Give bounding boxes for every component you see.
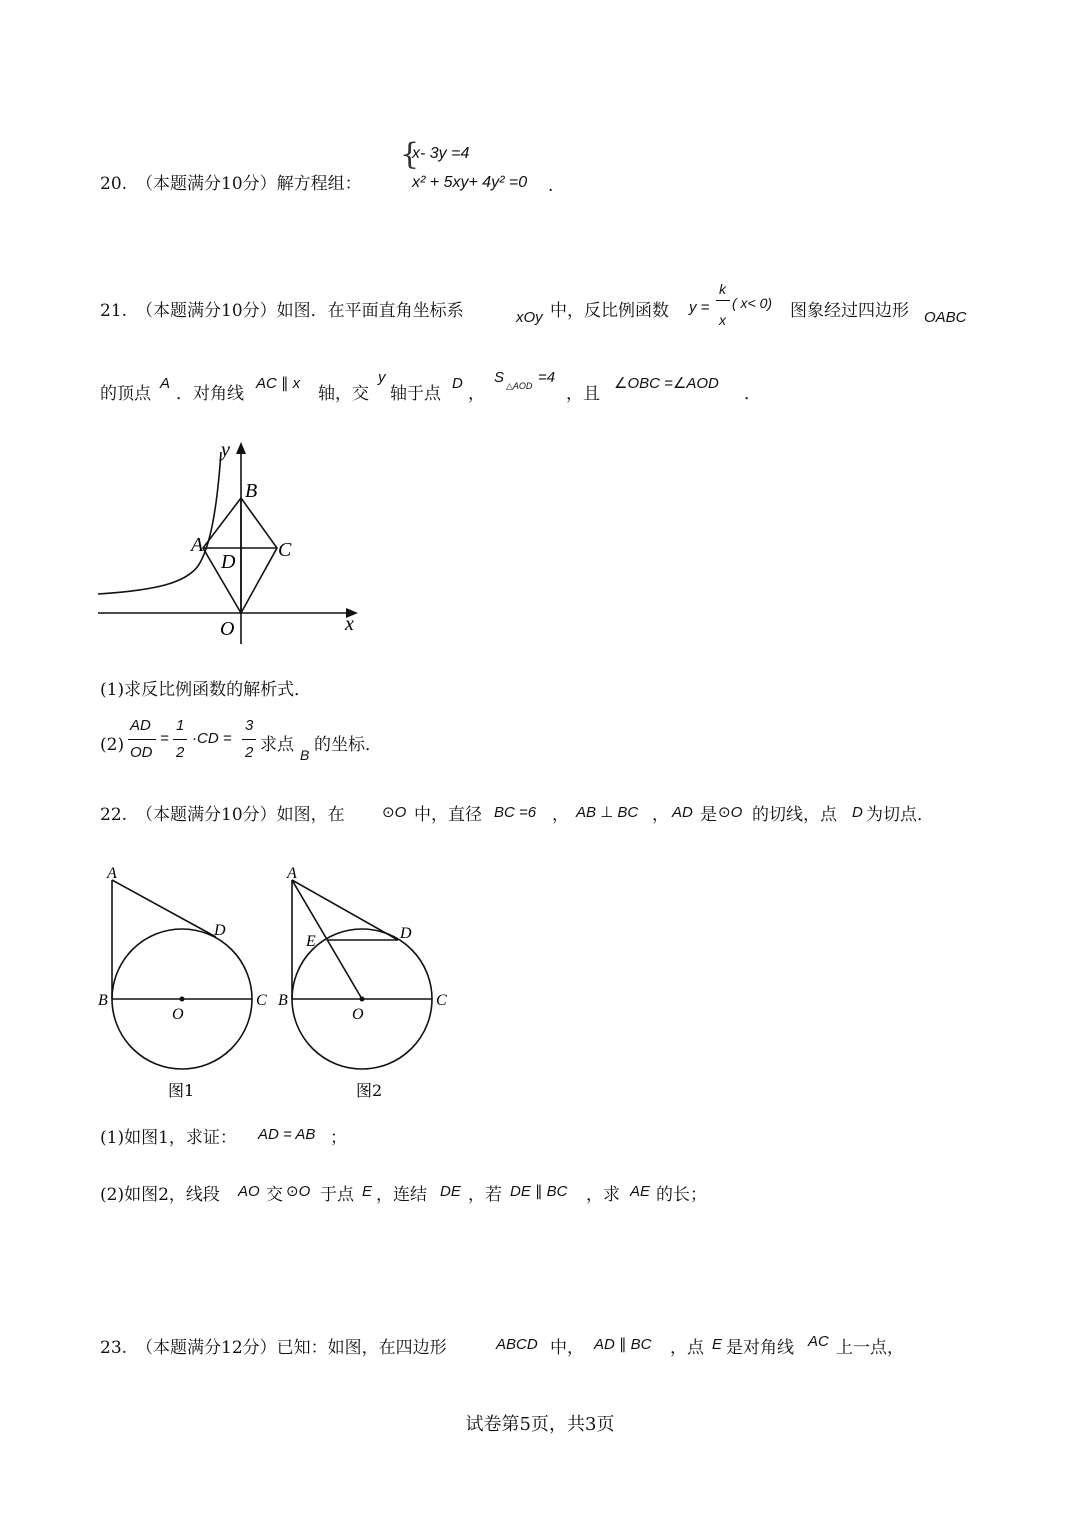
q21-point-D: D [452,375,463,392]
q21-system-xoy: xOy [516,309,543,326]
q22-part-2-end: 的长； [656,1185,707,1205]
q21-area-subscript: △AOD [506,381,533,391]
q22-fig2-caption: 图2 [356,1081,383,1100]
q22-part-2-text-f: ，若 [468,1185,502,1205]
q22-part-1: (1)如图1，求证： [100,1128,237,1148]
q21-func-condition: ( x< 0) [732,295,773,311]
q22-point-D: D [852,804,863,821]
q22-part-2: (2)如图2，线段 [100,1185,220,1205]
q22-fig2-label-C: C [436,992,447,1009]
q21-fraction2-bar [173,739,187,740]
q21-fraction1-bar [128,739,156,740]
q23-ac: AC [808,1333,829,1350]
q21-area-S: S [494,369,505,386]
q22-part-2-text-b: 交 [266,1185,283,1205]
q21-func-x: x [719,312,726,328]
q22-part-2-text-d: ，连结 [376,1185,427,1205]
q22-part-2-point-E: E [362,1183,373,1200]
q22-part-2-parallel: DE ∥ BC [510,1183,568,1200]
q22-fig1-label-A: A [107,865,117,882]
q21-label-D: D [221,551,236,573]
q21-ac-parallel: AC ∥ x [256,375,301,392]
q23-text-5: 上一点， [836,1338,904,1358]
q21-fraction3-num: 3 [245,717,254,734]
q21-comma: ， [468,384,485,404]
q22-text-7: 为切点． [866,805,934,825]
q21-label-O: O [220,618,235,640]
q23-text-4: 是对角线 [726,1338,794,1358]
q22-fig2-label-B: B [278,992,288,1009]
q22-fig1-caption: 图1 [168,1081,195,1100]
q22-number: 22. [100,805,128,825]
q23-text-3: ，点 [670,1338,704,1358]
q22-part-1-equation: AD = AB [258,1126,316,1143]
q22-ad: AD [672,804,693,821]
q20-period: . [548,176,554,196]
q22-text-2: 中，直径 [414,805,482,825]
q22-part-2-circle: ⊙O [286,1183,311,1200]
q21-fraction2-den: 2 [176,744,185,761]
q21-period: ． [744,384,761,404]
q22-part-2-ao: AO [238,1183,260,1200]
q21-label-C: C [278,539,292,561]
q22-fig1-label-B: B [98,992,108,1009]
q22-text-6: 的切线，点 [752,805,837,825]
q23-number: 23. [100,1338,128,1358]
q22-figure-1 [90,860,280,1110]
q20-equation-1: x- 3y =4 [412,145,470,162]
q21-heading: （本题满分10分）如图．在平面直角坐标系 [136,301,464,321]
q22-circle-o: ⊙O [382,804,407,821]
q21-line2-b: ．对角线 [176,384,244,404]
q21-label-y: y [221,439,230,461]
q21-point-A: A [160,375,171,392]
q22-text-3: ， [552,805,569,825]
q21-part-2-text: 求点 [260,735,294,755]
q21-line2-e: ，且 [566,384,600,404]
q21-label-A: A [191,534,204,556]
q22-fig2-label-D: D [400,925,412,942]
q20-number: 20. [100,174,128,194]
q22-fig2-center-dot [360,997,365,1002]
q22-fig2-label-O: O [352,1006,364,1023]
q23-parallel: AD ∥ BC [594,1336,652,1353]
q23-abcd: ABCD [496,1336,538,1353]
q22-part-2-ae: AE [630,1183,651,1200]
q21-label-B: B [245,480,258,502]
q22-fig1-label-C: C [256,992,267,1009]
q22-part-2-de: DE [440,1183,461,1200]
q22-text-4: ， [652,805,669,825]
q23-point-E: E [712,1336,723,1353]
q22-fig1-label-O: O [172,1006,184,1023]
q21-equals: = [160,730,169,747]
q21-line2-a: 的顶点 [100,384,151,404]
q21-text-2: 中，反比例函数 [550,301,669,321]
q22-heading: （本题满分10分）如图，在 [136,805,345,825]
page-footer: 试卷第5页，共3页 [465,1414,615,1435]
q23-text-2: 中， [550,1338,584,1358]
q22-circle-o-2: ⊙O [718,804,743,821]
q21-y-arrow-icon [236,442,246,454]
q21-cd-equals: ·CD = [192,730,232,747]
q21-part-1: (1)求反比例函数的解析式． [100,680,312,700]
q22-fig2-label-E: E [306,933,316,950]
q21-func-y: y = [689,299,710,316]
q22-text-5: 是 [700,805,717,825]
q22-fig2-label-A: A [287,865,297,882]
q22-perpendicular: AB ⊥ BC [576,804,639,821]
q21-fraction1-num: AD [130,717,151,734]
q21-line2-c: 轴，交 [318,384,369,404]
q21-fraction1-den: OD [130,744,153,761]
q20-brace: { [400,137,420,172]
q21-fraction3-bar [242,739,256,740]
q21-func-k: k [719,281,726,297]
q21-line2-d: 轴于点 [390,384,441,404]
q21-label-x: x [345,613,354,635]
q22-fig1-tangent [112,880,216,937]
q22-part-2-text-g: ，求 [586,1185,620,1205]
q23-heading: （本题满分12分）已知：如图，在四边形 [136,1338,447,1358]
q21-text-3: 图象经过四边形 [790,301,909,321]
q21-part-2-prefix: (2) [100,735,125,755]
q21-point-B: B [300,747,310,763]
q22-figure-2 [270,860,460,1110]
q21-hyperbola [98,452,221,594]
q22-part-1-end: ； [330,1128,347,1148]
q22-part-2-text-c: 于点 [320,1185,354,1205]
q21-fraction3-den: 2 [245,744,254,761]
q21-figure [90,430,370,650]
q21-quad: OABC [924,309,967,326]
q21-part-2-end: 的坐标． [314,735,382,755]
q21-area-value: =4 [538,369,556,386]
q22-fig1-center-dot [180,997,185,1002]
q21-y-axis: y [378,369,386,386]
q20-heading: （本题满分10分）解方程组： [136,174,362,194]
q20-equation-2: x² + 5xy+ 4y² =0 [412,174,528,191]
q21-func-bar [716,300,730,301]
q21-fraction2-num: 1 [176,717,185,734]
q21-angle-equation: ∠OBC =∠AOD [614,375,719,392]
q21-number: 21. [100,301,128,321]
q22-fig1-label-D: D [214,922,226,939]
q22-diameter: BC =6 [494,804,537,821]
